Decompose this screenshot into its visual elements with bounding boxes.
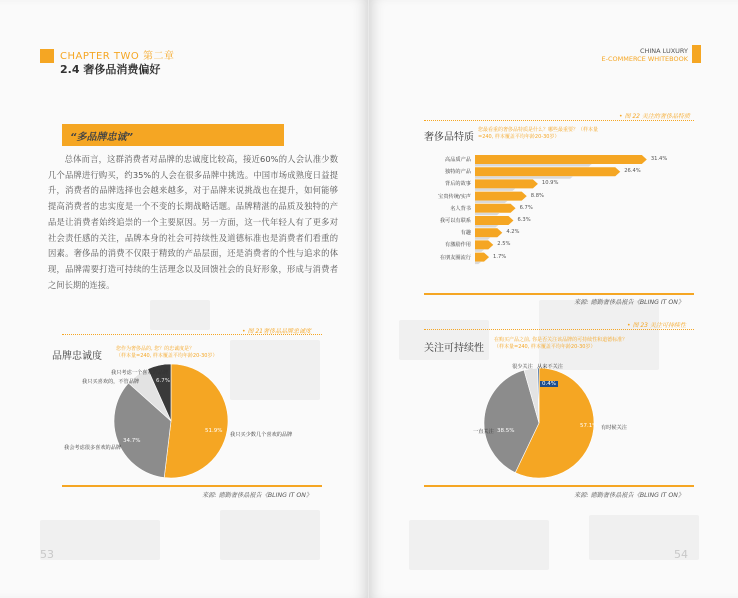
quote-heading-box [62, 124, 284, 146]
dotted-rule [424, 329, 694, 330]
bar [475, 253, 489, 262]
slice-label: 从来不关注 [537, 364, 563, 370]
slice-value: 57.1% [580, 423, 598, 429]
watermark-shape [150, 300, 210, 330]
source-rule [62, 485, 322, 487]
slice-value: 51.9% [205, 428, 223, 434]
source-rule [424, 485, 694, 487]
chart-title: 品牌忠诚度 [52, 351, 102, 362]
source-note: 来源: 德勤奢侈品报告《BLING IT ON》 [574, 492, 685, 499]
bar-value-label: 10.9% [541, 180, 559, 187]
figure-label: • 图 22 关注的奢侈品特质 [619, 113, 690, 120]
slice-label: 很少关注 [512, 364, 533, 370]
bar [475, 240, 493, 249]
chart-subtitle-line: 在购买产品之前, 你是否关注该品牌的可持续性和道德标准？ [494, 337, 628, 343]
bar [475, 167, 620, 176]
bar-shadow [475, 164, 592, 167]
chapter-marker [40, 49, 54, 63]
slice-label: 有时候关注 [601, 425, 627, 431]
slice-label: 我会考虑很多喜欢的品牌 [64, 445, 122, 451]
slice-value: 0.4% [542, 381, 556, 387]
bar-category-label: 在朋友圈流行 [439, 254, 471, 261]
bar-category-label: 背后的故事 [445, 181, 471, 188]
bar-category-label: 我可以有联系 [439, 218, 471, 224]
chart-subtitle-line: 您最看重的奢侈品特质是什么？哪些最重要？（样本量 [478, 127, 599, 133]
bar [475, 179, 538, 188]
bar-value-label: 2.5% [497, 241, 511, 248]
brand-tag [602, 47, 688, 63]
chart-subtitle [478, 127, 598, 141]
page-number: 54 [674, 548, 688, 561]
chart-subtitle [116, 346, 217, 360]
slice-label: 我只买少数几个喜欢的品牌 [230, 432, 293, 438]
right-page [369, 0, 738, 598]
figure-label: • 图 23 关注可持续性 [627, 322, 686, 329]
bar-shadow [475, 249, 484, 252]
brand-marker [692, 45, 701, 63]
source-note: 来源: 德勤奢侈品报告《BLING IT ON》 [202, 492, 313, 499]
chart-title: 关注可持续性 [424, 343, 484, 354]
bar-value-label: 1.7% [493, 253, 507, 260]
loyalty-pie-chart [0, 360, 368, 520]
bar-value-label: 4.2% [506, 229, 520, 236]
bar-category-label: 名人背书 [450, 205, 471, 212]
bar [475, 216, 513, 225]
slice-label: 一直关注 [473, 429, 494, 435]
left-page [0, 0, 368, 598]
slice-value: 34.7% [123, 438, 141, 444]
dotted-rule [62, 334, 322, 335]
bar-shadow [475, 237, 491, 240]
bar-shadow [475, 225, 498, 228]
section-title: 2.4 奢侈品消费偏好 [60, 63, 161, 76]
bar-category-label: 宝贵传统/实声 [438, 193, 471, 200]
chart-subtitle [494, 337, 627, 351]
traits-bar-chart [369, 150, 738, 280]
slice-value: 6.7% [156, 378, 170, 384]
bar-shadow [475, 262, 481, 265]
body-paragraph: 总体而言，这群消费者对品牌的忠诚度比较高，接近60%的人会认准少数几个品牌进行购买，约35%的人会在很多品牌中挑选。中国市场成熟度日益提升，消费者的品牌选择也会越来越多，对于品牌来说挑战也在提升，如何能够提高消费者的忠实度是一个不变的长期战略话题。品牌精湛的品质及独特的产品是让消费者始终追崇的一个主要原因。另一方面，这一代年轻人有了更多对社会责任感的关注，品牌本身的社会可持续性及道德标准也是消费者们看重的因素。奢侈品的消费不仅限于精致的产品层面，还是消费者的个性与追求的体现，品牌需要打造可持续的生活理念以及回馈社会的良好形象，形成与消费者之间长期的连接。 [48, 154, 338, 290]
page-number: 53 [40, 548, 54, 561]
bar-value-label: 26.4% [624, 168, 641, 175]
watermark-shape [40, 520, 160, 560]
bar [475, 155, 647, 164]
bar-shadow [475, 213, 500, 216]
bar [475, 228, 502, 237]
figure-label: • 图 21奢侈品品牌忠诚度 [242, 328, 311, 335]
slice-value: 38.5% [497, 428, 515, 434]
brand-line: CHINA LUXURY [639, 47, 688, 55]
chart-subtitle-line: 您作为奢侈品的, 您？的忠诚度是？ [116, 346, 195, 352]
source-rule [424, 293, 694, 295]
bar-category-label: 有趣 [460, 230, 471, 237]
bar-category-label: 有激励作用 [445, 242, 471, 249]
source-note: 来源: 德勤奢侈品报告《BLING IT ON》 [574, 299, 685, 306]
slice-label: 我只考虑一个喜欢的品牌 [111, 370, 169, 376]
pie-slice [164, 364, 228, 478]
bar-value-label: 6.7% [519, 204, 533, 211]
slice-label: 我只买喜欢的，不管品牌 [82, 379, 140, 385]
quote-heading: “多品牌忠诚” [70, 132, 133, 143]
dotted-rule [424, 120, 694, 121]
chart-subtitle-line: =240, 样本覆盖平均年龄20-30岁） [478, 134, 560, 140]
watermark-shape [409, 520, 549, 570]
chart-subtitle-line: （样本量=240, 样本覆盖平均年龄20-30岁） [116, 353, 218, 359]
bar-shadow [475, 176, 573, 179]
bar-category-label: 高品质产品 [445, 157, 471, 163]
bar-value-label: 6.3% [517, 217, 531, 223]
bar-shadow [475, 201, 508, 204]
chapter-label: CHAPTER TWO 第二章 [60, 51, 175, 62]
bar [475, 204, 516, 213]
chart-subtitle-line: （样本量=240, 样本覆盖平均年龄20-30岁） [494, 344, 596, 350]
bar-value-label: 31.4% [650, 156, 668, 162]
bar-category-label: 独特的产品 [445, 169, 471, 176]
bar-value-label: 8.8% [530, 192, 544, 199]
bar [475, 192, 527, 201]
body-text [48, 152, 338, 293]
bar-shadow [475, 188, 516, 191]
brand-line: E-COMMERCE WHITEBOOK [601, 55, 688, 63]
chart-title: 奢侈品特质 [424, 132, 474, 143]
